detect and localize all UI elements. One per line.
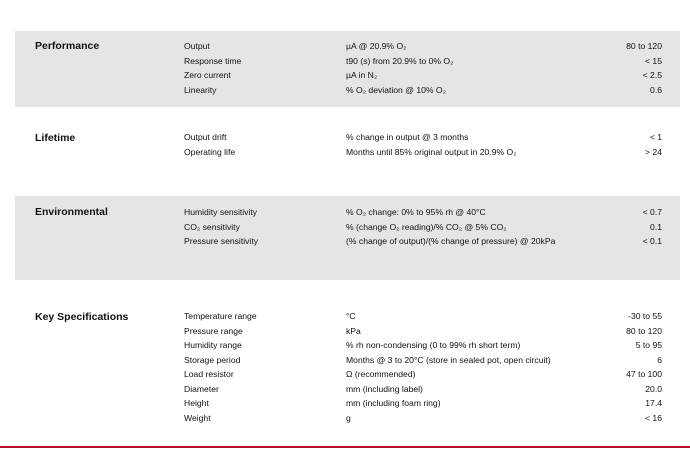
param-value: < 16	[645, 412, 662, 423]
spec-row	[15, 353, 680, 368]
spec-row	[15, 411, 680, 426]
param-value: 20.0	[645, 383, 662, 394]
param-unit: % O₂ deviation @ 10% O₂	[346, 84, 446, 95]
spec-row	[15, 382, 680, 397]
param-unit: Ω (recommended)	[346, 369, 416, 379]
param-value: 17.4	[645, 398, 662, 408]
spec-row	[15, 396, 680, 411]
param-unit: Months @ 3 to 20°C (store in sealed pot, open circuit)	[346, 354, 551, 365]
spec-row	[15, 220, 680, 235]
param-value: < 0.7	[642, 207, 662, 217]
lifetime-section	[15, 122, 680, 174]
param-unit: µA in N₂	[346, 70, 378, 80]
param-unit: (% change of output)/(% change of pressure) @ 20kPa	[346, 236, 556, 246]
param-unit: % rh non-condensing (0 to 99% rh short term)	[346, 340, 521, 350]
param-name: Response time	[184, 55, 242, 66]
performance-section	[15, 31, 680, 107]
footer-accent-line	[0, 446, 690, 448]
param-name: Pressure range	[184, 325, 243, 336]
param-unit: mm (including label)	[346, 383, 423, 394]
param-unit: mm (including foam ring)	[346, 398, 441, 408]
spec-row	[15, 367, 680, 382]
param-name: Temperature range	[184, 311, 257, 321]
param-name: CO₂ sensitivity	[184, 221, 240, 232]
param-value: < 2.5	[642, 70, 662, 80]
param-value: < 1	[649, 132, 662, 142]
spec-row	[15, 309, 680, 324]
param-name: Storage period	[184, 354, 241, 365]
param-value: < 15	[645, 55, 662, 66]
key-specifications-section	[15, 302, 680, 432]
param-unit: °C	[346, 311, 356, 321]
environmental-section	[15, 196, 680, 280]
section-title: Environmental	[35, 206, 108, 218]
param-value: 0.1	[650, 221, 662, 232]
section-title: Performance	[35, 40, 100, 52]
param-name: Diameter	[184, 383, 219, 394]
param-value: 6	[657, 354, 662, 365]
param-unit: Months until 85% original output in 20.9% O₂	[346, 146, 517, 157]
param-name: Weight	[184, 412, 211, 423]
section-title: Lifetime	[35, 132, 76, 144]
spec-row	[15, 145, 680, 160]
section-title: Key Specifications	[35, 311, 129, 323]
param-unit: g	[346, 412, 351, 423]
param-name: Humidity range	[184, 340, 242, 350]
param-unit: t90 (s) from 20.9% to 0% O₂	[346, 55, 454, 66]
param-unit: % change in output @ 3 months	[346, 132, 469, 142]
param-name: Load resistor	[184, 369, 234, 379]
spec-row	[15, 205, 680, 220]
param-name: Zero current	[184, 70, 231, 80]
param-name: Linearity	[184, 84, 217, 95]
spec-row	[15, 324, 680, 339]
param-value: 5 to 95	[635, 340, 662, 350]
param-unit: µA @ 20.9% O₂	[346, 41, 407, 51]
param-value: < 0.1	[642, 236, 662, 246]
spec-row	[15, 83, 680, 98]
param-name: Humidity sensitivity	[184, 207, 258, 217]
param-name: Height	[184, 398, 209, 408]
param-value: -30 to 55	[628, 311, 662, 321]
spec-row	[15, 68, 680, 83]
param-value: 0.6	[650, 84, 662, 95]
spec-row	[15, 39, 680, 54]
param-name: Output drift	[184, 132, 227, 142]
spec-row	[15, 54, 680, 69]
param-name: Output	[184, 41, 210, 51]
param-unit: kPa	[346, 325, 361, 336]
param-value: 80 to 120	[626, 325, 662, 336]
spec-row	[15, 338, 680, 353]
param-value: 80 to 120	[626, 41, 662, 51]
param-value: > 24	[645, 146, 662, 157]
param-name: Pressure sensitivity	[184, 236, 259, 246]
param-unit: % O₂ change: 0% to 95% rh @ 40°C	[346, 207, 486, 217]
spec-row	[15, 234, 680, 249]
spec-row	[15, 130, 680, 145]
param-value: 47 to 100	[626, 369, 662, 379]
param-name: Operating life	[184, 146, 236, 157]
param-unit: % (change O₂ reading)/% CO₂ @ 5% CO₂	[346, 221, 507, 232]
